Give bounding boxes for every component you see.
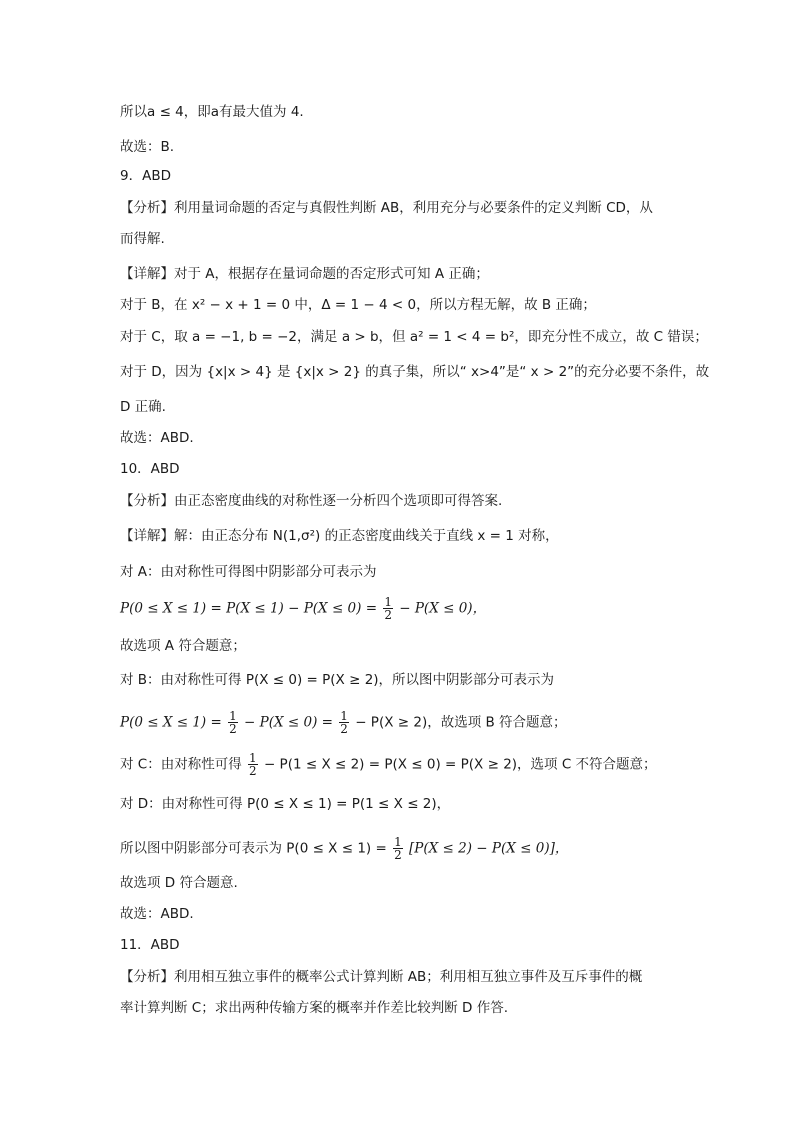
- formula-line: [120, 836, 680, 861]
- text-line: D 正确.: [120, 399, 166, 415]
- text-line: 对于 D，因为 {x|x > 4} 是 {x|x > 2} 的真子集，所以“ x>4”是“ x > 2”的充分必要不条件，故: [120, 364, 710, 380]
- text-line: 故选：B.: [120, 139, 175, 155]
- text-line: 对 B：由对称性可得 P(X ≤ 0) = P(X ≥ 2)，所以图中阴影部分可表示为: [120, 672, 555, 688]
- text-line: 而得解.: [120, 231, 165, 247]
- formula-line: [120, 710, 680, 735]
- formula-line: [120, 752, 680, 777]
- text-line: 故选：ABD.: [120, 430, 194, 446]
- text-line: 对 A：由对称性可得图中阴影部分可表示为: [120, 564, 377, 580]
- text-line: 所以a ≤ 4，即a有最大值为 4.: [120, 104, 304, 120]
- text-line: 对 D：由对称性可得 P(0 ≤ X ≤ 1) = P(1 ≤ X ≤ 2)，: [120, 796, 451, 812]
- formula-text: P(0 ≤ X ≤ 1) =: [120, 714, 222, 731]
- fraction: $\frac{1}{2}$: [249, 751, 257, 778]
- detail-line: 【详解】解：由正态分布 N(1,σ²) 的正态密度曲线关于直线 x = 1 对称，: [120, 528, 559, 544]
- text-line: 率计算判断 C；求出两种传输方案的概率并作差比较判断 D 作答.: [120, 1000, 508, 1016]
- formula-text: P(0 ≤ X ≤ 1) = P(X ≤ 1) − P(X ≤ 0) =: [120, 600, 378, 617]
- text-line: 故选项 D 符合题意.: [120, 875, 238, 891]
- analysis-line: 【分析】利用相互独立事件的概率公式计算判断 AB；利用相互独立事件及互斥事件的概: [120, 969, 643, 985]
- detail-line: 【详解】对于 A，根据存在量词命题的否定形式可知 A 正确；: [120, 266, 489, 282]
- text-line: 对于 B，在 x² − x + 1 = 0 中，Δ = 1 − 4 < 0，所以方程无解，故 B 正确；: [120, 297, 596, 313]
- formula-text: − P(X ≤ 0)，: [399, 600, 487, 617]
- formula-text: [P(X ≤ 2) − P(X ≤ 0)]，: [409, 840, 569, 857]
- question-number: 11．ABD: [120, 937, 180, 953]
- formula-text: − P(1 ≤ X ≤ 2) = P(X ≤ 0) = P(X ≥ 2)，选项 C 不符合题意；: [263, 756, 657, 773]
- text-line: 故选项 A 符合题意；: [120, 638, 246, 654]
- analysis-line: 【分析】利用量词命题的否定与真假性判断 AB，利用充分与必要条件的定义判断 CD，从: [120, 200, 653, 216]
- analysis-line: 【分析】由正态密度曲线的对称性逐一分析四个选项即可得答案.: [120, 493, 503, 509]
- formula-text: 所以图中阴影部分可表示为 P(0 ≤ X ≤ 1) =: [120, 840, 387, 857]
- fraction: $\frac{1}{2}$: [229, 709, 237, 736]
- formula-line: [120, 596, 680, 621]
- fraction: $\frac{1}{2}$: [394, 835, 402, 862]
- question-number: 9．ABD: [120, 168, 171, 184]
- formula-text: − P(X ≤ 0) =: [244, 714, 333, 731]
- question-number: 10．ABD: [120, 461, 180, 477]
- fraction: $\frac{1}{2}$: [384, 595, 392, 622]
- text-line: 对于 C，取 a = −1, b = −2，满足 a > b，但 a² = 1 < 4 = b²，即充分性不成立，故 C 错误；: [120, 329, 708, 345]
- formula-text: 对 C：由对称性可得: [120, 756, 242, 773]
- formula-text: − P(X ≥ 2)，故选项 B 符合题意；: [355, 714, 567, 731]
- fraction: $\frac{1}{2}$: [340, 709, 348, 736]
- text-line: 故选：ABD.: [120, 906, 194, 922]
